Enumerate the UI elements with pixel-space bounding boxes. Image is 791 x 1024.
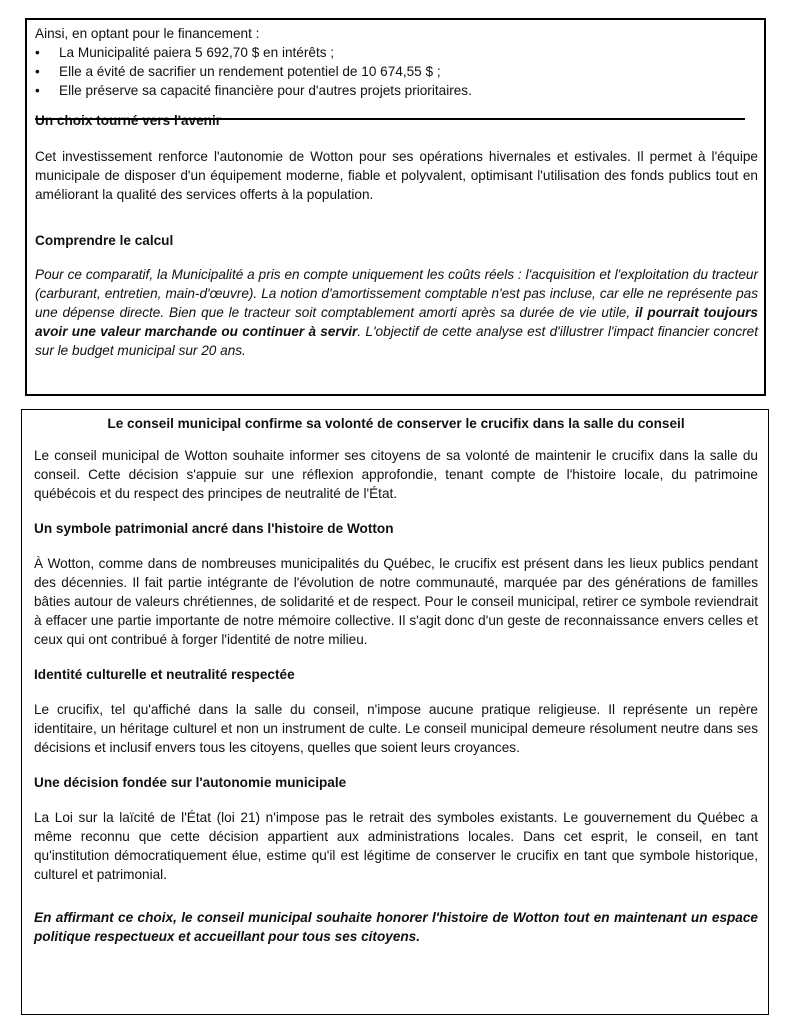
notice-title: Le conseil municipal confirme sa volonté de conserver le crucifix dans la salle du conseil: [107, 416, 685, 431]
section1-body: À Wotton, comme dans de nombreuses municipalités du Québec, le crucifix est présent dans les lieux publics pendant des décennies. Il fait partie intégrante de l'évolution de notre communauté, marquée par des générations de familles bâties autour de valeurs chrétiennes, de solidarité et de respect. Pour le conseil municipal, retirer ce symbole reviendrait à effacer une partie importante de notre mémoire collective. Il s'agit donc d'un geste de reconnaissance envers celles et ceux qui ont contribué à forger l'identité de notre milieu.: [34, 556, 758, 647]
list-item: [35, 43, 758, 62]
calc-body-emphasis: il pourrait toujours avoir une valeur marchande ou continuer à servir: [35, 305, 758, 339]
bullet-icon: •: [35, 45, 40, 60]
future-heading-row: [35, 111, 758, 130]
notice-conclusion: En affirmant ce choix, le conseil municipal souhaite honorer l'histoire de Wotton tout en maintenant un espace politique respectueux et accueillant pour tous ses citoyens.: [34, 910, 758, 944]
section1-heading: Un symbole patrimonial ancré dans l'histoire de Wotton: [34, 521, 394, 536]
bullet-icon: •: [35, 83, 40, 98]
section2-heading: Identité culturelle et neutralité respectée: [34, 667, 295, 682]
bullet-text: Elle préserve sa capacité financière pour d'autres projets prioritaires.: [59, 83, 472, 98]
list-item: [35, 81, 758, 100]
heading-rule: [35, 118, 745, 120]
calc-body-text: Pour ce comparatif, la Municipalité a pris en compte uniquement les coûts réels : l'acquisition et l'exploitation du tracteur (carburant, entretien, main-d'œuvre). La notion d'amortissement comptable n'est pas incluse, car elle ne représente pas une dépense directe. Bien que le tracteur soit comptablement amorti après sa durée de vie utile,: [35, 267, 758, 320]
list-item: [35, 62, 758, 81]
calc-body-text-end: . L'objectif de cette analyse est d'illustrer l'impact financier concret sur le budget municipal sur 20 ans.: [35, 324, 758, 358]
bullet-text: Elle a évité de sacrifier un rendement potentiel de 10 674,55 $ ;: [59, 64, 441, 79]
calc-body: [35, 265, 758, 360]
bullet-text: La Municipalité paiera 5 692,70 $ en intérêts ;: [59, 45, 335, 60]
future-heading: Un choix tourné vers l'avenir: [35, 113, 222, 128]
financing-summary-box: [25, 18, 766, 396]
crucifix-notice-box: [21, 409, 769, 1015]
section2-body: Le crucifix, tel qu'affiché dans la salle du conseil, n'impose aucune pratique religieuse. Il représente un repère identitaire, un héritage culturel et non un instrument de culte. Le conseil municipal demeure résolument neutre dans ses décisions et inclusif envers tous les citoyens, quelles que soient leurs croyances.: [34, 702, 758, 755]
calc-heading: Comprendre le calcul: [35, 233, 174, 248]
financing-bullet-list: [35, 43, 758, 100]
section3-body: La Loi sur la laïcité de l'État (loi 21) n'impose pas le retrait des symboles existants. Le gouvernement du Québec a même reconnu que cette décision appartient aux administrations locales. Dans cet esprit, le conseil, en tant qu'institution démocratiquement élue, estime qu'il est légitime de conserver le crucifix en tant que symbole historique, culturel et patrimonial.: [34, 810, 758, 882]
financing-intro: Ainsi, en optant pour le financement :: [35, 26, 260, 41]
future-body: Cet investissement renforce l'autonomie de Wotton pour ses opérations hivernales et estivales. Il permet à l'équipe municipale de disposer d'un équipement moderne, fiable et polyvalent, optimisant l'utilisation des fonds publics tout en améliorant la qualité des services offerts à la population.: [35, 149, 758, 202]
section3-heading: Une décision fondée sur l'autonomie municipale: [34, 775, 347, 790]
notice-intro: Le conseil municipal de Wotton souhaite informer ses citoyens de sa volonté de maintenir le crucifix dans la salle du conseil. Cette décision s'appuie sur une réflexion approfondie, tenant compte de l'histoire locale, du patrimoine québécois et du respect des principes de neutralité de l'État.: [34, 448, 758, 501]
bullet-icon: •: [35, 64, 40, 79]
